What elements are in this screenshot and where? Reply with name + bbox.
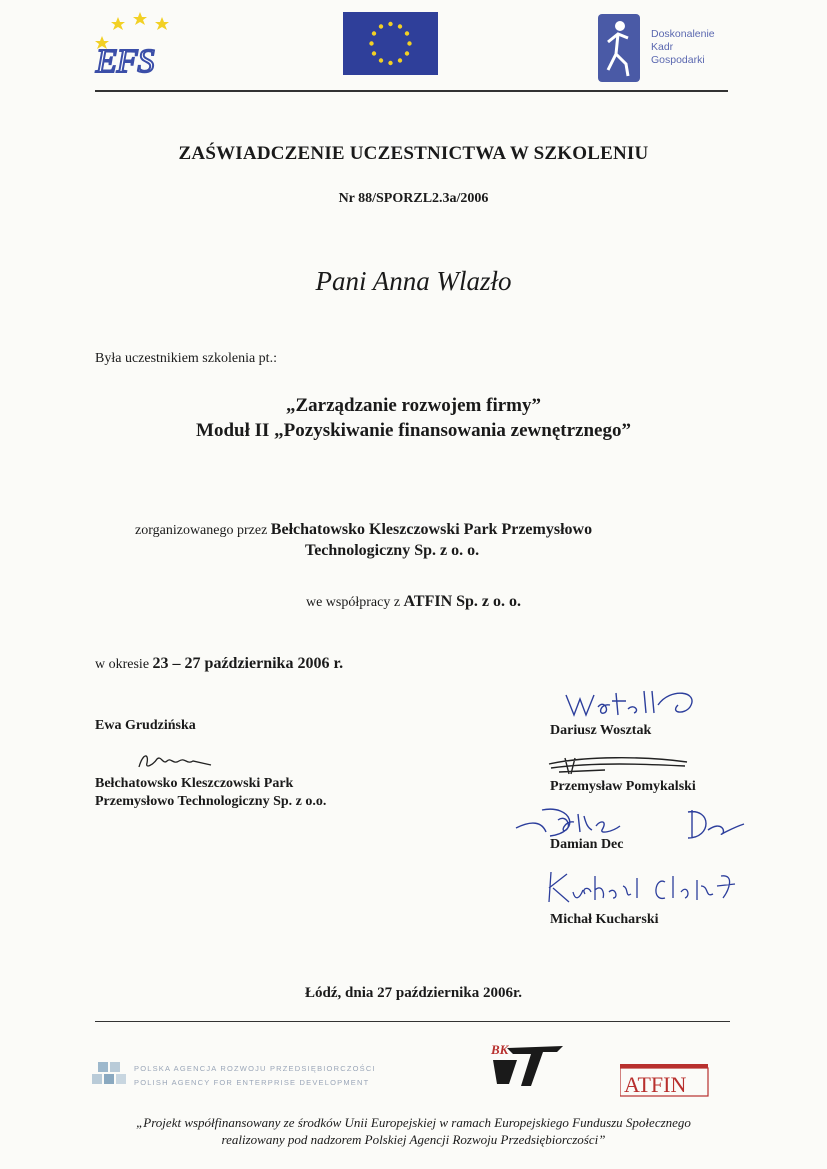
footer-line-2: realizowany pod nadzorem Polskiej Agencji Rozwoju Przedsiębiorczości”: [221, 1132, 606, 1147]
cooperation-prefix: we współpracy z: [305, 595, 404, 610]
organizer-prefix: zorganizowanego przez: [135, 523, 271, 538]
parp-line-1: POLSKA AGENCJA ROZWOJU PRZEDSIĘBIORCZOŚCI: [134, 1064, 376, 1073]
efs-logo: [92, 8, 202, 78]
period-line: [95, 655, 343, 673]
period-dates: 23 – 27 października 2006 r.: [152, 655, 344, 672]
signatory-name-3: Damian Dec: [550, 837, 624, 852]
parp-mark-icon: [92, 1058, 130, 1090]
course-title: „Zarządzanie rozwojem firmy”: [285, 395, 541, 416]
atfin-text: ATFIN: [624, 1072, 687, 1097]
place-and-date: Łódź, dnia 27 października 2006r.: [305, 985, 522, 1001]
cooperation-name: ATFIN Sp. z o. o.: [403, 593, 522, 610]
dkg-line-3: Gospodarki: [651, 54, 705, 66]
institution-line-1: Bełchatowsko Kleszczowski Park: [95, 776, 294, 791]
course-module: Moduł II „Pozyskiwanie finansowania zewnętrznego”: [196, 420, 631, 441]
institution-line-2: Przemysłowo Technologiczny Sp. z o.o.: [95, 794, 327, 809]
atfin-logo: [620, 1064, 710, 1098]
dkg-logo-text: [651, 28, 715, 67]
efs-logo-text: EFS: [96, 43, 155, 78]
runner-icon: [598, 14, 640, 82]
parp-logo: [92, 1050, 392, 1096]
signature-dec-icon: [512, 802, 752, 849]
signature-wosztak-icon: [560, 685, 710, 726]
signature-kucharski-icon: [545, 868, 745, 913]
footer-divider: [95, 1021, 730, 1022]
intro-text: Była uczestnikiem szkolenia pt.:: [95, 351, 277, 366]
organizer-name-line1: Bełchatowsko Kleszczowski Park Przemysłowo: [270, 521, 593, 538]
parp-line-2: POLISH AGENCY FOR ENTERPRISE DEVELOPMENT: [134, 1078, 370, 1087]
organizer-name-line2: Technologiczny Sp. z o. o.: [305, 542, 480, 559]
signatory-name-2: Przemysław Pomykalski: [550, 779, 696, 794]
header-divider: [95, 90, 728, 92]
footer-note: [0, 1114, 827, 1148]
eu-flag-icon: [343, 12, 438, 75]
left-signatory-institution: [95, 775, 326, 811]
signatory-name-4: Michał Kucharski: [550, 912, 659, 927]
period-prefix: w okresie: [95, 657, 153, 672]
certificate-title: ZAŚWIADCZENIE UCZESTNICTWA W SZKOLENIU: [178, 143, 649, 164]
footer-line-1: „Projekt współfinansowany ze środków Unii Europejskiej w ramach Europejskiego Funduszu Społecznego: [136, 1115, 691, 1130]
dkg-line-1: Doskonalenie: [651, 28, 715, 40]
certificate-number: Nr 88/SPORZL2.3a/2006: [338, 191, 489, 206]
bkppt-text: BK: [491, 1042, 509, 1057]
doskonalenie-kadr-logo: [598, 14, 733, 82]
dkg-line-2: Kadr: [651, 41, 674, 53]
cooperation-line: [0, 593, 827, 611]
signatory-name-1: Dariusz Wosztak: [550, 723, 652, 738]
left-signatory-name: Ewa Grudzińska: [95, 718, 196, 733]
recipient-name: Pani Anna Wlazło: [315, 266, 512, 296]
organizer-block: [135, 520, 735, 562]
bkppt-logo: [487, 1040, 565, 1090]
